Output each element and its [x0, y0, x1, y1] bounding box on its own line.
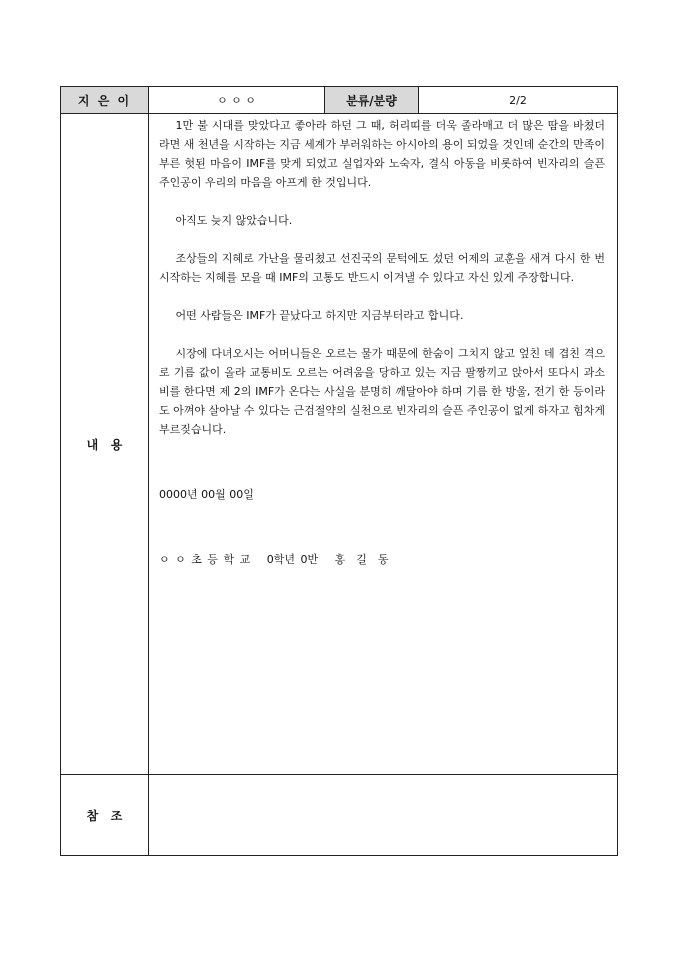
content-body — [149, 114, 617, 569]
paragraph-5: 시장에 다녀오시는 어머니들은 오르는 물가 때문에 한숨이 그치지 않고 엎친 데 겹친 격으로 기름 값이 올라 교통비도 오르는 어려움을 당하고 있는 지금 팔짱끼고 앉아서 또다시 과소비를 한다면 제 2의 IMF가 온다는 사실을 분명히 깨달아야 하며 기름 한 방울, 전기 한 등이라도 아껴야 살아날 수 있다는 근검절약의 실천으로 빈자리의 슬픈 주인공이 없게 하자고 힘차게 부르짖습니다. — [159, 347, 605, 436]
author-value: ㅇ ㅇ ㅇ — [149, 87, 325, 114]
category-label: 분류/분량 — [325, 87, 419, 114]
paragraph-4: 어떤 사람들은 IMF가 끝났다고 하지만 지금부터라고 합니다. — [175, 309, 464, 322]
reference-row — [61, 775, 618, 856]
header-row — [61, 87, 618, 114]
category-value: 2/2 — [419, 87, 618, 114]
signature-line: ㅇ ㅇ 초 등 학 교 0학년 0반 홍 길 동 — [159, 553, 389, 566]
content-label-text: 내 용 — [86, 437, 123, 452]
content-row — [61, 114, 618, 775]
content-label — [61, 114, 149, 775]
reference-label-text: 참 조 — [86, 808, 123, 823]
content-cell — [149, 114, 618, 775]
essay-form-table — [60, 86, 618, 856]
paragraph-1: 1만 불 시대를 맞았다고 좋아라 하던 그 때, 허리띠를 더욱 졸라매고 더 많은 땀을 바쳤더라면 새 천년을 시작하는 지금 세계가 부러워하는 아시아의 용이 되었을 것인데 순간의 만족이 부른 헛된 마음이 IMF를 맞게 되었고 실업자와 노숙자, 결식 아동을 비롯하여 빈자리의 슬픈 주인공이 우리의 마음을 아프게 한 것입니다. — [159, 119, 605, 189]
author-label: 지 은 이 — [61, 87, 149, 114]
paragraph-3: 조상들의 지혜로 가난을 물리쳤고 선진국의 문턱에도 섰던 어제의 교훈을 새겨 다시 한 번 시작하는 지혜를 모을 때 IMF의 고통도 반드시 이겨낼 수 있다고 자신 있게 주장합니다. — [159, 252, 605, 284]
paragraph-2: 아직도 늦지 않았습니다. — [175, 214, 293, 227]
reference-value — [149, 775, 618, 856]
date-line: 0000년 00월 00일 — [159, 488, 254, 501]
reference-label — [61, 775, 149, 856]
